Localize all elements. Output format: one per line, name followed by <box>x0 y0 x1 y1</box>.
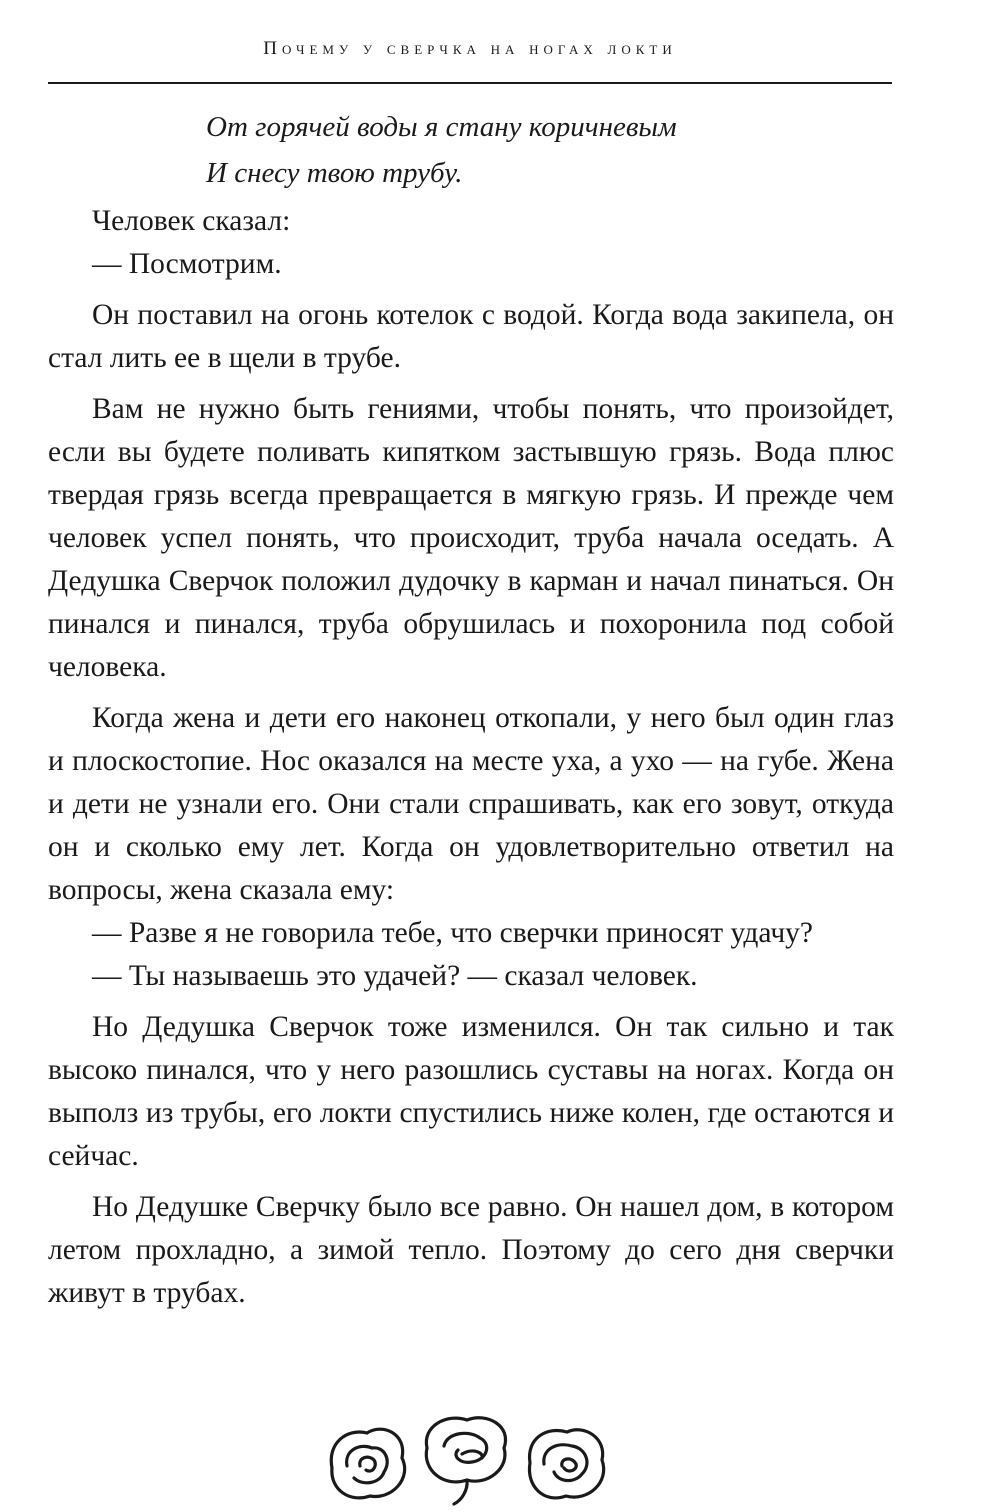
paragraph: — Посмотрим. <box>92 248 282 280</box>
running-title: Почему у сверчка на ногах локти <box>263 38 677 59</box>
paragraph: Вам не нужно быть гениями, чтобы понять, что произойдет, если вы будете поливать кипятком застывшую грязь. Вода плюс твердая грязь всегда превращается в мягкую грязь. И прежде чем человек успел понять, что происходит, труба начала оседать. А Дедушка Сверчок положил дудочку в карман и начал пинаться. Он пинался и пинался, труба обрушилась и похоронила под собой человека. <box>48 393 894 683</box>
paragraph: Человек сказал: <box>92 205 291 237</box>
paragraph: Но Дедушке Сверчку было все равно. Он нашел дом, в котором летом прохладно, а зимой тепло. Поэтому до сего дня сверчки живут в трубах. <box>48 1191 894 1309</box>
body-text <box>48 200 894 1315</box>
paragraph: Но Дедушка Сверчок тоже изменился. Он так сильно и так высоко пинался, что у него разошлись суставы на ногах. Когда он выполз из трубы, его локти спустились ниже колен, где остаются и сейчас. <box>48 1011 894 1172</box>
paragraph: — Разве я не говорила тебе, что сверчки приносят удачу? <box>92 917 813 949</box>
verse-line: От горячей воды я стану коричневым <box>206 111 677 143</box>
paragraph: — Ты называешь это удачей? — сказал человек. <box>92 960 698 992</box>
paragraph: Он поставил на огонь котелок с водой. Когда вода закипела, он стал лить ее в щели в трубе. <box>48 299 894 374</box>
three-roses-ornament-icon <box>322 1408 612 1508</box>
paragraph: Когда жена и дети его наконец откопали, у него был один глаз и плоскостопие. Нос оказался на месте уха, а ухо — на губе. Жена и дети не узнали его. Они стали спрашивать, как его зовут, откуда он и сколько ему лет. Когда он удовлетворительно ответил на вопросы, жена сказала ему: <box>48 702 894 906</box>
verse-block <box>206 104 886 196</box>
header-rule <box>48 82 892 84</box>
verse-line: И снесу твою трубу. <box>206 157 463 189</box>
